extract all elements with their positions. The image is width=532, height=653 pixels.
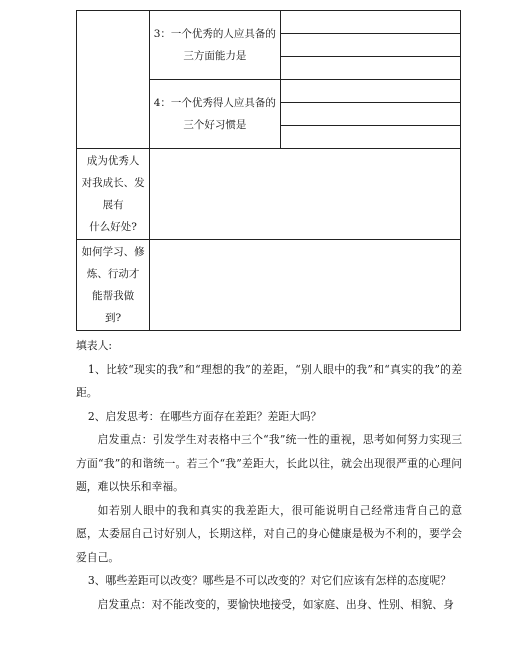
benefit-line-2: 对我成长、发 [81, 177, 145, 189]
paragraph-5: 3、哪些差距可以改变？哪些是不可以改变的？对它们应该有怎样的态度呢？ [87, 574, 452, 587]
paragraph-4: 如若别人眼中的我和真实的我差距大，很可能说明自己经常违背自己的意愿，太委屈自己讨好别人，长期这样，对自己的身心健康是极为不利的，要学会爱自己。 [76, 503, 462, 564]
benefit-line-4: 什么好处? [89, 221, 137, 233]
instruction-text [76, 334, 462, 616]
q4-answer-2[interactable] [280, 103, 460, 126]
table-row [77, 240, 461, 331]
paragraph-3: 启发重点：引发学生对表格中三个“我”统一性的重视，思考如何努力实现三方面“我”的和谐统一。若三个“我”差距大，长此以往，就会出现很严重的心理问题，难以快乐和幸福。 [76, 433, 462, 493]
q3-answer-2[interactable] [280, 34, 460, 57]
q4-answer-1[interactable] [280, 80, 460, 103]
q3-answer-1[interactable] [280, 11, 460, 34]
q4-answer-3[interactable] [280, 126, 460, 149]
benefit-answer[interactable] [150, 149, 461, 240]
method-line-1: 如何学习、修 [81, 246, 145, 258]
filler-label: 填表人: [76, 339, 113, 352]
method-line-3: 能帮我做 [92, 290, 135, 302]
q3-label-line1: 3：一个优秀的人应具备的 [153, 28, 276, 40]
q4-label [150, 80, 280, 149]
table-row [77, 149, 461, 240]
q3-label [150, 11, 280, 80]
q3-answer-3[interactable] [280, 57, 460, 80]
q3-label-line2: 三方面能力是 [183, 50, 247, 62]
method-label [77, 240, 150, 331]
self-evaluation-table [76, 10, 461, 331]
benefit-line-1: 成为优秀人 [86, 155, 140, 167]
table-row [77, 11, 461, 34]
paragraph-1: 1、比较“现实的我”和“理想的我”的差距，“别人眼中的我”和“真实的我”的差距。 [76, 362, 462, 399]
method-line-4: 到? [105, 312, 122, 324]
benefit-label [77, 149, 150, 240]
paragraph-2: 2、启发思考：在哪些方面存在差距？差距大吗？ [87, 409, 322, 423]
paragraph-6: 启发重点：对不能改变的，要愉快地接受，如家庭、出身、性别、相貌、身 [97, 597, 454, 611]
empty-left-cell [77, 11, 150, 149]
benefit-line-3: 展有 [102, 199, 124, 211]
q4-label-line2: 三个好习惯是 [183, 119, 247, 131]
method-answer[interactable] [150, 240, 461, 331]
method-line-2: 炼、行动才 [86, 268, 140, 280]
q4-label-line1: 4：一个优秀得人应具备的 [153, 97, 276, 109]
